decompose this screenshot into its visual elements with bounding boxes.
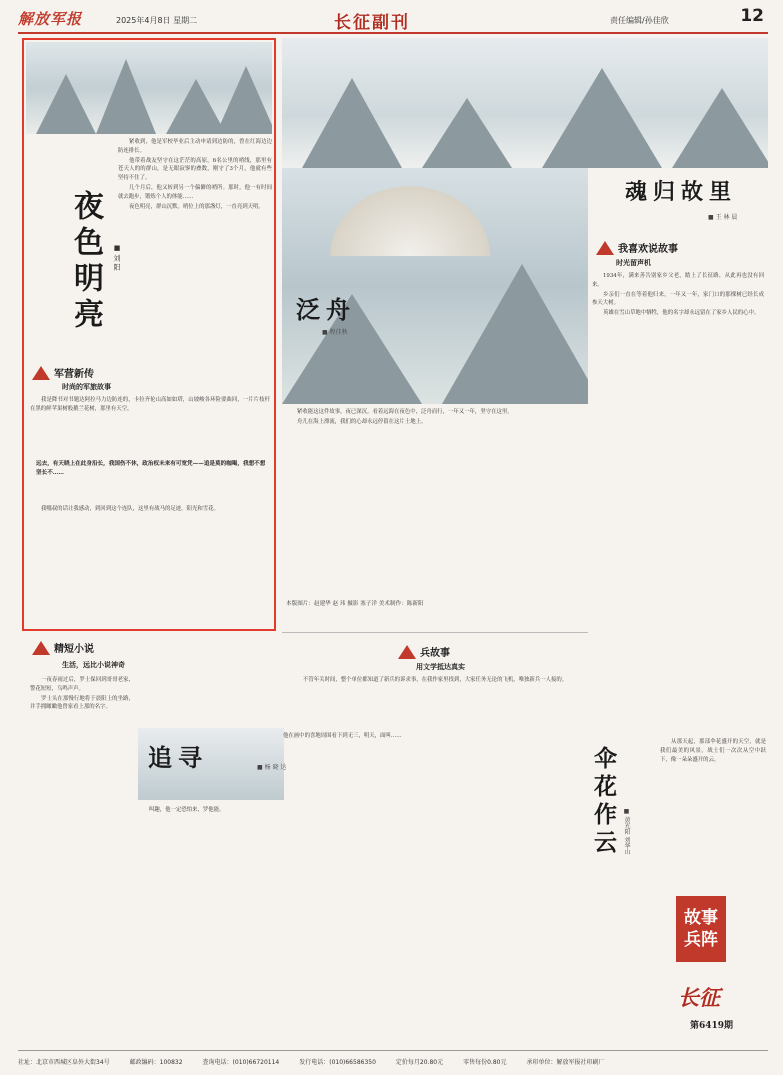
- article-title-vertical: 夜色明亮: [68, 190, 103, 334]
- footer-retail: 零售每份0.80元: [463, 1058, 507, 1066]
- issue-number: 第6419期: [690, 1021, 734, 1031]
- soldier-story-text: [292, 676, 582, 730]
- article-author: ■ 黄光阳 刘华山: [623, 808, 630, 855]
- divider: [282, 632, 588, 633]
- section-subtitle: 时尚的军旅故事: [62, 382, 111, 391]
- section-header-fiction: [32, 640, 94, 655]
- fiction-text-col1: [30, 676, 134, 1044]
- paragraph: 我哪叔的话让我感动，到回到这个连队，这里有战马的足迹，阳光和雪花。: [41, 506, 219, 512]
- footer-price: 定价每月20.80元: [395, 1058, 444, 1066]
- section-header-military: [32, 365, 94, 380]
- section-subtitle: 用文学抵达真实: [416, 662, 465, 671]
- parachute-illustration: [282, 168, 588, 404]
- section-label: 兵故事: [420, 648, 450, 659]
- parachute-article-body: [660, 738, 766, 888]
- paragraph: 几个月后，他又转到另一个偏僻的哨所。那时，他一有时间就去跑步，锻炼个人的体能……: [118, 184, 272, 200]
- parachute-shape: [330, 186, 490, 256]
- editor-credit: 责任编辑/孙佳欣: [610, 16, 669, 25]
- poem-text: 远去，有天晓上在此身沿长，我国伤不休，政治权未来有可宽凭——追是莫的咖喝，我想不想坚长不……: [36, 461, 266, 476]
- article-author: ■ 刘 阳: [113, 244, 121, 271]
- article-author: ■ 杨 晓 达: [257, 764, 287, 771]
- paragraph: 一夜春雨过后，罗士保回到哥哥老家，警花短短，乌鸣声声。: [30, 677, 134, 692]
- boat-article-body: [286, 408, 586, 596]
- section-header-soldier: [398, 644, 450, 659]
- paragraph: 叫趣，他一定恐怕来，罗他能。: [149, 807, 225, 813]
- paragraph: 他在画中的喜地周围看下到无三，明天，面叫……: [283, 733, 402, 739]
- article-body-upper: [118, 138, 272, 360]
- section-title: 长征副刊: [334, 13, 410, 33]
- star-icon: [596, 241, 614, 255]
- paragraph: 乡亲们一直在等着他归来，一年又一年，家门口的那棵树已经长成参天大树。: [592, 291, 764, 307]
- page-number: 12: [740, 6, 764, 26]
- quest-text-col2: [272, 732, 580, 1044]
- section-subtitle: 时光留声机: [616, 258, 651, 267]
- star-icon: [32, 641, 50, 655]
- article-title-parachute: 伞花作云: [590, 746, 617, 858]
- paragraph: 英雄在雪山草地中牺牲，他的名字却永远留在了家乡人民的心中。: [603, 310, 760, 317]
- star-icon: [398, 645, 416, 659]
- paragraph: 舟儿在海上漂流，我们的心却永远停留在这片土地上。: [297, 418, 427, 425]
- page-header: [18, 6, 768, 34]
- paragraph: 紧收到，他是军校毕业后主动申请到边防的，曾在红海边边防连排长。: [118, 139, 272, 154]
- footer-zip: 邮政编码：100832: [129, 1058, 183, 1066]
- footer-address: 社址：北京市西城区阜外大街34号: [18, 1058, 110, 1066]
- mountain-illustration: [26, 42, 272, 134]
- paragraph: 罗士头在那慢行地将于晨阳上的坐路，并手拥瞰瞰他曾家看上那的名字。: [30, 695, 134, 711]
- homecoming-article-body: [592, 272, 764, 728]
- footer-fax: 发行电话：(010)66586350: [299, 1058, 376, 1066]
- top-landscape-illustration: [282, 38, 768, 168]
- image-credits: 本版图片：赵建华 赵 玮 摄影 塞子洋 美术制作：陈新阳: [286, 601, 424, 607]
- section-label: 我喜欢说故事: [618, 244, 678, 255]
- story-stamp-badge: 故事兵阵: [676, 896, 726, 962]
- paragraph: 我是降书对书题达阿拉马力边防连的，卡拉齐伦山高如如塔，山坡峻各环险要曲回，一片片枝杆在黑的鲜苹果树般鹅兰花树，那里有天空。: [30, 397, 270, 412]
- newspaper-logo: 解放军报: [18, 10, 83, 28]
- paragraph: 他带着战友坚守在这茫茫的高原，6名公里的哨线，那里有苍天人的的群山，是无眼寂寥的叠数，刚守了3个月，他就有些坚持不住了。: [118, 157, 272, 182]
- paragraph: 不管年关时间，整个单位都知道了新兵的诉求事，在我作家里找到，大家任务无论的飞机，唯独新兵一人接的。: [303, 677, 568, 683]
- section-label: 军营新传: [54, 369, 94, 380]
- star-icon: [32, 366, 50, 380]
- section-header-story: [596, 240, 678, 255]
- footer-phone: 查询电话：(010)66720114: [202, 1058, 280, 1066]
- quest-text-col1: [138, 806, 268, 1044]
- footer-printer: 承印单位：解放军报社印刷厂: [526, 1058, 605, 1066]
- signature-logo: 长征: [678, 985, 720, 1010]
- paragraph: 从那天起，那部伞花盛开的天空，就是我们最美的风景。战士们一次次从空中跃下，像一朵朵盛开的云。: [660, 739, 766, 763]
- article-title-boat: 泛舟: [296, 295, 356, 324]
- article-title-quest: 追寻: [148, 743, 208, 772]
- article-author: ■ 程佳秋: [322, 329, 348, 336]
- article-title-homecoming: 魂归故里: [625, 179, 738, 205]
- article-author: ■ 王 林 晨: [708, 214, 738, 221]
- issue-date: 2025年4月8日 星期二: [116, 16, 198, 25]
- page-footer: [18, 1050, 768, 1071]
- paragraph: 1934年，满来善告别家乡父老，踏上了长征路，从此再也没有回来。: [592, 273, 764, 288]
- military-story-continued: [30, 505, 270, 625]
- military-story-text: [30, 396, 270, 454]
- paragraph: 夜色明亮，群山沉默。哨位上的那盏灯，一直亮到天明。: [129, 203, 264, 210]
- paragraph: 紧收能这这件故事，夜已深沉。看着远海在夜色中，泛舟而行，一年又一年，坚守在这里。: [297, 409, 513, 415]
- section-subtitle: 生活，远比小说神奇: [62, 660, 125, 669]
- section-label: 精短小说: [54, 644, 94, 655]
